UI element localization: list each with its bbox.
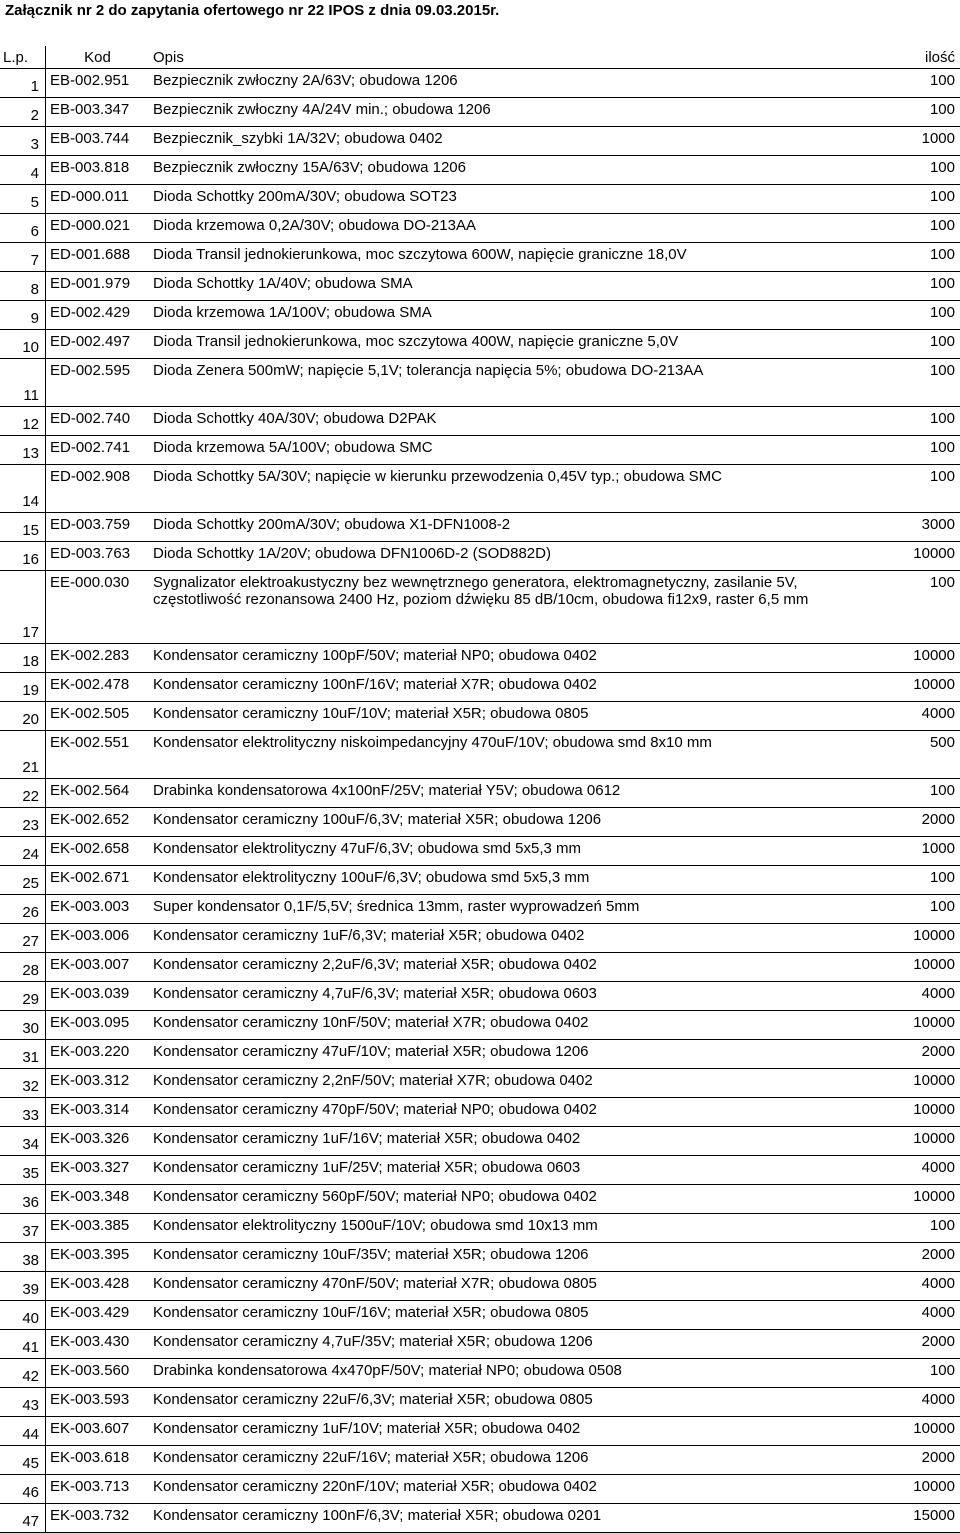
row-lp: 30 — [0, 1011, 46, 1040]
row-kod: EK-003.312 — [46, 1069, 150, 1098]
table-row — [0, 808, 960, 837]
row-ilosc: 10000 — [871, 1098, 960, 1127]
row-opis: Kondensator ceramiczny 1uF/25V; materiał X5R; obudowa 0603 — [149, 1156, 871, 1185]
table-row — [0, 1156, 960, 1185]
row-kod: EK-003.618 — [46, 1446, 150, 1475]
row-ilosc: 4000 — [871, 702, 960, 731]
table-row — [0, 1040, 960, 1069]
table-row — [0, 1359, 960, 1388]
table-row — [0, 69, 960, 98]
row-ilosc: 100 — [871, 866, 960, 895]
row-opis: Bezpiecznik zwłoczny 2A/63V; obudowa 1206 — [149, 69, 871, 98]
row-opis: Bezpiecznik_szybki 1A/32V; obudowa 0402 — [149, 127, 871, 156]
row-lp: 14 — [0, 465, 46, 513]
row-ilosc: 100 — [871, 69, 960, 98]
table-row — [0, 513, 960, 542]
row-lp: 35 — [0, 1156, 46, 1185]
table-row — [0, 301, 960, 330]
row-opis: Dioda krzemowa 0,2A/30V; obudowa DO-213AA — [149, 214, 871, 243]
row-kod: ED-002.429 — [46, 301, 150, 330]
row-kod: EK-003.007 — [46, 953, 150, 982]
row-ilosc: 100 — [871, 779, 960, 808]
row-opis: Dioda Transil jednokierunkowa, moc szczytowa 600W, napięcie graniczne 18,0V — [149, 243, 871, 272]
table-row — [0, 214, 960, 243]
row-opis: Kondensator ceramiczny 100nF/16V; materiał X7R; obudowa 0402 — [149, 673, 871, 702]
row-kod: EK-002.551 — [46, 731, 150, 779]
row-ilosc: 100 — [871, 330, 960, 359]
table-row — [0, 837, 960, 866]
items-table — [0, 46, 960, 1533]
row-kod: ED-001.979 — [46, 272, 150, 301]
row-ilosc: 10000 — [871, 644, 960, 673]
row-opis: Kondensator ceramiczny 22uF/16V; materiał X5R; obudowa 1206 — [149, 1446, 871, 1475]
row-ilosc: 100 — [871, 436, 960, 465]
table-row — [0, 436, 960, 465]
table-row — [0, 731, 960, 779]
row-lp: 4 — [0, 156, 46, 185]
row-kod: EK-002.505 — [46, 702, 150, 731]
row-opis: Kondensator ceramiczny 10uF/16V; materiał X5R; obudowa 0805 — [149, 1301, 871, 1330]
row-ilosc: 10000 — [871, 1011, 960, 1040]
document-title: Załącznik nr 2 do zapytania ofertowego nr 22 IPOS z dnia 09.03.2015r. — [5, 2, 500, 19]
table-row — [0, 1214, 960, 1243]
row-ilosc: 500 — [871, 731, 960, 779]
row-lp: 47 — [0, 1504, 46, 1533]
table-row — [0, 1301, 960, 1330]
table-row — [0, 1011, 960, 1040]
row-opis: Dioda Zenera 500mW; napięcie 5,1V; tolerancja napięcia 5%; obudowa DO-213AA — [149, 359, 871, 407]
row-ilosc: 100 — [871, 98, 960, 127]
row-ilosc: 100 — [871, 465, 960, 513]
row-kod: ED-002.741 — [46, 436, 150, 465]
row-lp: 41 — [0, 1330, 46, 1359]
row-ilosc: 100 — [871, 1359, 960, 1388]
table-row — [0, 330, 960, 359]
row-kod: EB-002.951 — [46, 69, 150, 98]
row-opis: Drabinka kondensatorowa 4x470pF/50V; materiał NP0; obudowa 0508 — [149, 1359, 871, 1388]
table-row — [0, 272, 960, 301]
row-lp: 32 — [0, 1069, 46, 1098]
row-opis: Dioda Schottky 1A/40V; obudowa SMA — [149, 272, 871, 301]
row-opis: Kondensator ceramiczny 560pF/50V; materiał NP0; obudowa 0402 — [149, 1185, 871, 1214]
row-lp: 20 — [0, 702, 46, 731]
row-opis: Kondensator ceramiczny 4,7uF/6,3V; materiał X5R; obudowa 0603 — [149, 982, 871, 1011]
row-kod: EK-003.327 — [46, 1156, 150, 1185]
row-ilosc: 2000 — [871, 1243, 960, 1272]
row-opis: Sygnalizator elektroakustyczny bez wewnętrznego generatora, elektromagnetyczny, zasilanie 5V, częstotliwość rezonansowa 2400 Hz, poziom dźwięku 85 dB/10cm, obudowa fi12x9, raster 6,5 mm — [149, 571, 871, 644]
row-kod: ED-002.740 — [46, 407, 150, 436]
row-lp: 1 — [0, 69, 46, 98]
table-row — [0, 673, 960, 702]
table-row — [0, 644, 960, 673]
row-opis: Kondensator ceramiczny 10nF/50V; materiał X7R; obudowa 0402 — [149, 1011, 871, 1040]
row-lp: 43 — [0, 1388, 46, 1417]
row-opis: Kondensator ceramiczny 22uF/6,3V; materiał X5R; obudowa 0805 — [149, 1388, 871, 1417]
row-kod: EK-002.652 — [46, 808, 150, 837]
row-ilosc: 100 — [871, 571, 960, 644]
row-opis: Super kondensator 0,1F/5,5V; średnica 13mm, raster wyprowadzeń 5mm — [149, 895, 871, 924]
row-opis: Kondensator ceramiczny 100pF/50V; materiał NP0; obudowa 0402 — [149, 644, 871, 673]
row-ilosc: 4000 — [871, 982, 960, 1011]
table-row — [0, 953, 960, 982]
row-ilosc: 100 — [871, 214, 960, 243]
row-ilosc: 10000 — [871, 1069, 960, 1098]
row-opis: Dioda krzemowa 1A/100V; obudowa SMA — [149, 301, 871, 330]
row-opis: Dioda Schottky 200mA/30V; obudowa SOT23 — [149, 185, 871, 214]
header-ilosc: ilość — [871, 46, 960, 69]
row-kod: EK-003.429 — [46, 1301, 150, 1330]
row-lp: 42 — [0, 1359, 46, 1388]
table-row — [0, 359, 960, 407]
row-opis: Dioda krzemowa 5A/100V; obudowa SMC — [149, 436, 871, 465]
row-kod: EK-003.348 — [46, 1185, 150, 1214]
row-lp: 31 — [0, 1040, 46, 1069]
row-opis: Kondensator ceramiczny 1uF/16V; materiał X5R; obudowa 0402 — [149, 1127, 871, 1156]
row-ilosc: 100 — [871, 243, 960, 272]
row-opis: Kondensator ceramiczny 4,7uF/35V; materiał X5R; obudowa 1206 — [149, 1330, 871, 1359]
row-kod: EK-003.039 — [46, 982, 150, 1011]
row-lp: 17 — [0, 571, 46, 644]
row-lp: 45 — [0, 1446, 46, 1475]
row-kod: EB-003.347 — [46, 98, 150, 127]
row-kod: EK-003.006 — [46, 924, 150, 953]
row-kod: EK-002.478 — [46, 673, 150, 702]
row-lp: 23 — [0, 808, 46, 837]
row-kod: EK-003.326 — [46, 1127, 150, 1156]
row-ilosc: 4000 — [871, 1156, 960, 1185]
row-opis: Kondensator ceramiczny 100uF/6,3V; materiał X5R; obudowa 1206 — [149, 808, 871, 837]
row-kod: ED-002.595 — [46, 359, 150, 407]
row-ilosc: 100 — [871, 359, 960, 407]
header-lp: L.p. — [0, 46, 46, 69]
row-opis: Kondensator ceramiczny 10uF/10V; materiał X5R; obudowa 0805 — [149, 702, 871, 731]
row-kod: EK-002.671 — [46, 866, 150, 895]
row-lp: 37 — [0, 1214, 46, 1243]
row-lp: 8 — [0, 272, 46, 301]
row-lp: 10 — [0, 330, 46, 359]
row-lp: 26 — [0, 895, 46, 924]
row-kod: ED-001.688 — [46, 243, 150, 272]
row-lp: 33 — [0, 1098, 46, 1127]
table-row — [0, 1127, 960, 1156]
table-row — [0, 542, 960, 571]
row-lp: 7 — [0, 243, 46, 272]
row-ilosc: 2000 — [871, 1330, 960, 1359]
row-kod: ED-000.011 — [46, 185, 150, 214]
row-ilosc: 10000 — [871, 924, 960, 953]
table-row — [0, 243, 960, 272]
row-kod: EK-003.428 — [46, 1272, 150, 1301]
row-lp: 13 — [0, 436, 46, 465]
row-opis: Kondensator ceramiczny 470nF/50V; materiał X7R; obudowa 0805 — [149, 1272, 871, 1301]
row-ilosc: 100 — [871, 156, 960, 185]
row-lp: 5 — [0, 185, 46, 214]
row-opis: Kondensator ceramiczny 1uF/10V; materiał X5R; obudowa 0402 — [149, 1417, 871, 1446]
row-lp: 18 — [0, 644, 46, 673]
table-row — [0, 982, 960, 1011]
row-lp: 36 — [0, 1185, 46, 1214]
row-opis: Kondensator ceramiczny 10uF/35V; materiał X5R; obudowa 1206 — [149, 1243, 871, 1272]
row-ilosc: 100 — [871, 301, 960, 330]
row-lp: 21 — [0, 731, 46, 779]
table-row — [0, 1330, 960, 1359]
row-lp: 44 — [0, 1417, 46, 1446]
row-kod: ED-003.763 — [46, 542, 150, 571]
row-lp: 3 — [0, 127, 46, 156]
table-row — [0, 127, 960, 156]
row-opis: Kondensator ceramiczny 470pF/50V; materiał NP0; obudowa 0402 — [149, 1098, 871, 1127]
table-row — [0, 924, 960, 953]
row-ilosc: 10000 — [871, 953, 960, 982]
row-lp: 12 — [0, 407, 46, 436]
table-row — [0, 1243, 960, 1272]
row-lp: 40 — [0, 1301, 46, 1330]
row-kod: EK-003.314 — [46, 1098, 150, 1127]
row-ilosc: 10000 — [871, 673, 960, 702]
row-kod: EK-002.658 — [46, 837, 150, 866]
row-kod: EB-003.818 — [46, 156, 150, 185]
row-lp: 11 — [0, 359, 46, 407]
row-lp: 28 — [0, 953, 46, 982]
row-ilosc: 10000 — [871, 1417, 960, 1446]
row-kod: EK-003.220 — [46, 1040, 150, 1069]
row-ilosc: 100 — [871, 272, 960, 301]
row-ilosc: 100 — [871, 185, 960, 214]
table-row — [0, 1069, 960, 1098]
row-lp: 15 — [0, 513, 46, 542]
row-lp: 22 — [0, 779, 46, 808]
row-ilosc: 100 — [871, 1214, 960, 1243]
table-row — [0, 1272, 960, 1301]
row-ilosc: 100 — [871, 407, 960, 436]
table-row — [0, 1504, 960, 1533]
row-opis: Bezpiecznik zwłoczny 15A/63V; obudowa 1206 — [149, 156, 871, 185]
row-lp: 19 — [0, 673, 46, 702]
row-lp: 39 — [0, 1272, 46, 1301]
row-opis: Kondensator elektrolityczny 47uF/6,3V; obudowa smd 5x5,3 mm — [149, 837, 871, 866]
row-ilosc: 10000 — [871, 1475, 960, 1504]
row-lp: 29 — [0, 982, 46, 1011]
row-kod: EK-003.607 — [46, 1417, 150, 1446]
table-row — [0, 779, 960, 808]
row-opis: Dioda Schottky 5A/30V; napięcie w kierunku przewodzenia 0,45V typ.; obudowa SMC — [149, 465, 871, 513]
row-ilosc: 1000 — [871, 127, 960, 156]
row-kod: EK-002.564 — [46, 779, 150, 808]
table-row — [0, 98, 960, 127]
table-header-row — [0, 46, 960, 69]
row-ilosc: 2000 — [871, 1446, 960, 1475]
row-kod: ED-002.497 — [46, 330, 150, 359]
row-ilosc: 1000 — [871, 837, 960, 866]
row-kod: EK-003.095 — [46, 1011, 150, 1040]
table-row — [0, 1446, 960, 1475]
row-ilosc: 3000 — [871, 513, 960, 542]
row-lp: 25 — [0, 866, 46, 895]
row-kod: ED-002.908 — [46, 465, 150, 513]
row-ilosc: 4000 — [871, 1301, 960, 1330]
row-kod: EK-003.732 — [46, 1504, 150, 1533]
header-opis: Opis — [149, 46, 871, 69]
row-lp: 24 — [0, 837, 46, 866]
row-kod: ED-000.021 — [46, 214, 150, 243]
row-opis: Kondensator ceramiczny 2,2uF/6,3V; materiał X5R; obudowa 0402 — [149, 953, 871, 982]
row-opis: Kondensator elektrolityczny 1500uF/10V; obudowa smd 10x13 mm — [149, 1214, 871, 1243]
table-row — [0, 1475, 960, 1504]
row-kod: EK-003.385 — [46, 1214, 150, 1243]
row-opis: Kondensator ceramiczny 2,2nF/50V; materiał X7R; obudowa 0402 — [149, 1069, 871, 1098]
row-ilosc: 10000 — [871, 542, 960, 571]
table-row — [0, 185, 960, 214]
row-kod: EK-003.593 — [46, 1388, 150, 1417]
table-row — [0, 866, 960, 895]
row-lp: 34 — [0, 1127, 46, 1156]
table-row — [0, 1185, 960, 1214]
row-kod: EK-002.283 — [46, 644, 150, 673]
table-row — [0, 702, 960, 731]
row-opis: Dioda Transil jednokierunkowa, moc szczytowa 400W, napięcie graniczne 5,0V — [149, 330, 871, 359]
table-row — [0, 895, 960, 924]
row-kod: EK-003.713 — [46, 1475, 150, 1504]
row-lp: 38 — [0, 1243, 46, 1272]
table-row — [0, 465, 960, 513]
row-opis: Kondensator ceramiczny 47uF/10V; materiał X5R; obudowa 1206 — [149, 1040, 871, 1069]
row-ilosc: 2000 — [871, 1040, 960, 1069]
row-kod: EE-000.030 — [46, 571, 150, 644]
row-ilosc: 2000 — [871, 808, 960, 837]
table-row — [0, 1417, 960, 1446]
row-ilosc: 4000 — [871, 1388, 960, 1417]
row-kod: EB-003.744 — [46, 127, 150, 156]
row-kod: ED-003.759 — [46, 513, 150, 542]
row-opis: Dioda Schottky 200mA/30V; obudowa X1-DFN1008-2 — [149, 513, 871, 542]
row-lp: 46 — [0, 1475, 46, 1504]
row-kod: EK-003.560 — [46, 1359, 150, 1388]
row-opis: Kondensator ceramiczny 1uF/6,3V; materiał X5R; obudowa 0402 — [149, 924, 871, 953]
row-lp: 16 — [0, 542, 46, 571]
table-row — [0, 571, 960, 644]
row-ilosc: 4000 — [871, 1272, 960, 1301]
row-kod: EK-003.430 — [46, 1330, 150, 1359]
row-ilosc: 10000 — [871, 1185, 960, 1214]
row-kod: EK-003.003 — [46, 895, 150, 924]
table-row — [0, 156, 960, 185]
table-row — [0, 1098, 960, 1127]
row-ilosc: 100 — [871, 895, 960, 924]
row-lp: 2 — [0, 98, 46, 127]
table-row — [0, 407, 960, 436]
row-opis: Dioda Schottky 40A/30V; obudowa D2PAK — [149, 407, 871, 436]
header-kod: Kod — [46, 46, 150, 69]
row-lp: 27 — [0, 924, 46, 953]
row-ilosc: 10000 — [871, 1127, 960, 1156]
row-lp: 9 — [0, 301, 46, 330]
row-opis: Drabinka kondensatorowa 4x100nF/25V; materiał Y5V; obudowa 0612 — [149, 779, 871, 808]
row-ilosc: 15000 — [871, 1504, 960, 1533]
row-lp: 6 — [0, 214, 46, 243]
row-opis: Kondensator ceramiczny 220nF/10V; materiał X5R; obudowa 0402 — [149, 1475, 871, 1504]
table-row — [0, 1388, 960, 1417]
row-kod: EK-003.395 — [46, 1243, 150, 1272]
row-opis: Kondensator elektrolityczny niskoimpedancyjny 470uF/10V; obudowa smd 8x10 mm — [149, 731, 871, 779]
row-opis: Bezpiecznik zwłoczny 4A/24V min.; obudowa 1206 — [149, 98, 871, 127]
row-opis: Kondensator ceramiczny 100nF/6,3V; materiał X5R; obudowa 0201 — [149, 1504, 871, 1533]
row-opis: Dioda Schottky 1A/20V; obudowa DFN1006D-2 (SOD882D) — [149, 542, 871, 571]
row-opis: Kondensator elektrolityczny 100uF/6,3V; obudowa smd 5x5,3 mm — [149, 866, 871, 895]
